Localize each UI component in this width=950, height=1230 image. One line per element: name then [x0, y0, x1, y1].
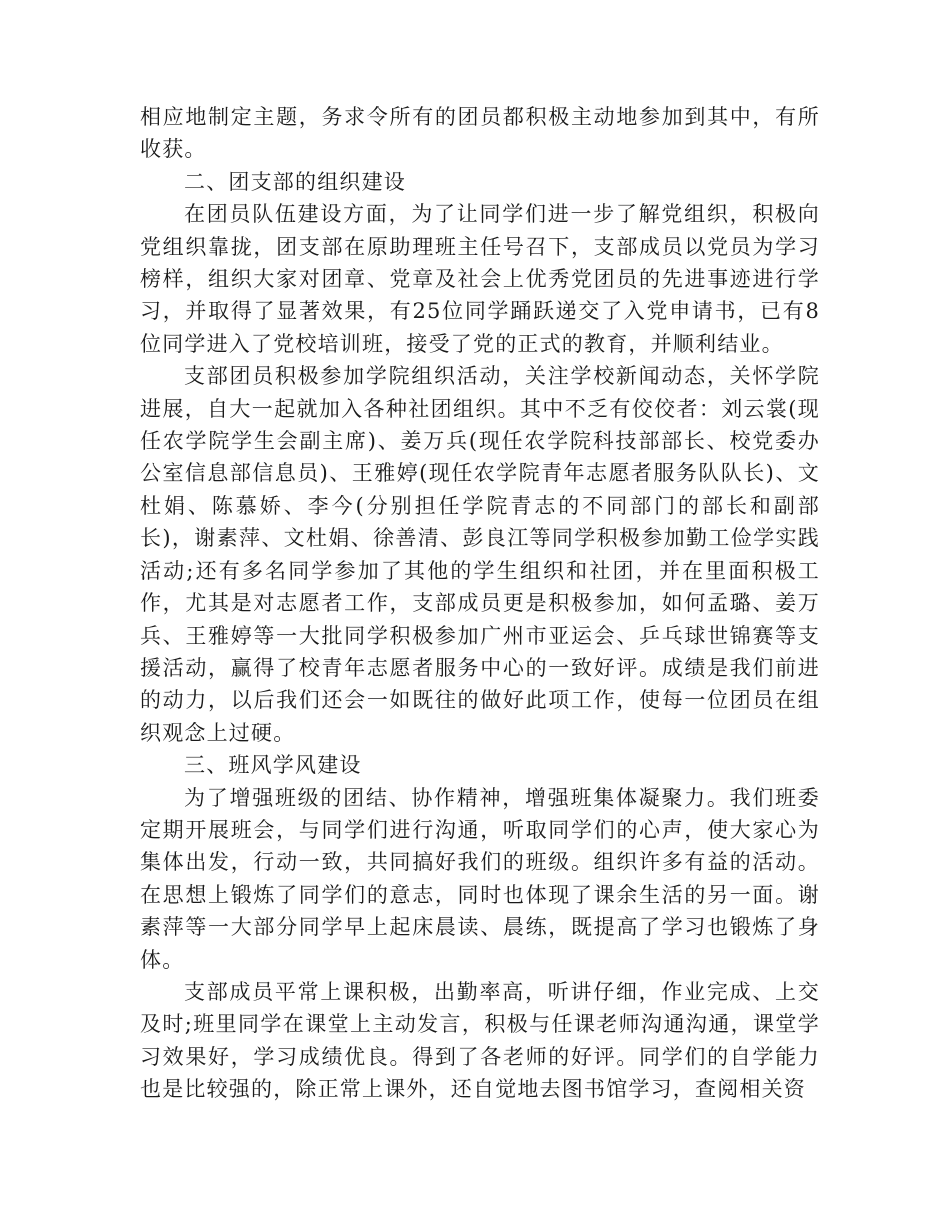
paragraph-class-unity: 为了增强班级的团结、协作精神，增强班集体凝聚力。我们班委定期开展班会，与同学们进行沟通，听取同学们的心声，使大家心为集体出发，行动一致，共同搞好我们的班级。组织许多有益的活动。在思想上锻炼了同学们的意志，同时也体现了课余生活的另一面。谢素萍等一大部分同学早上起床晨读、晨练，既提高了学习也锻炼了身体。 [140, 785, 820, 972]
section-heading-class-style: 三、班风学风建设 [184, 753, 362, 778]
document-body [140, 101, 820, 1106]
section-heading-organization: 二、团支部的组织建设 [184, 169, 406, 194]
paragraph-member-activities: 支部团员积极参加学院组织活动，关注学校新闻动态，关怀学院进展，自大一起就加入各种社团组织。其中不乏有佼佼者：刘云裳(现任农学院学生会副主席)、姜万兵(现任农学院科技部部长、校党委办公室信息部信息员)、王雅婷(现任农学院青年志愿者服务队队长)、文杜娟、陈慕娇、李今(分别担任学院青志的不同部门的部长和副部长)，谢素萍、文杜娟、徐善清、彭良江等同学积极参加勤工俭学实践活动;还有多名同学参加了其他的学生组织和社团，并在里面积极工作，尤其是对志愿者工作，支部成员更是积极参加，如何孟璐、姜万兵、王雅婷等一大批同学积极参加广州市亚运会、乒乓球世锦赛等支援活动，赢得了校青年志愿者服务中心的一致好评。成绩是我们前进的动力，以后我们还会一如既往的做好此项工作，使每一位团员在组织观念上过硬。 [140, 364, 820, 745]
paragraph-team-building: 在团员队伍建设方面，为了让同学们进一步了解党组织，积极向党组织靠拢，团支部在原助理班主任号召下，支部成员以党员为学习榜样，组织大家对团章、党章及社会上优秀党团员的先进事迹进行学习，并取得了显著效果，有25位同学踊跃递交了入党申请书，已有8位同学进入了党校培训班，接受了党的正式的教育，并顺利结业。 [140, 202, 820, 356]
paragraph-study-habits: 支部成员平常上课积极，出勤率高，听讲仔细，作业完成、上交及时;班里同学在课堂上主动发言，积极与任课老师沟通沟通，课堂学习效果好，学习成绩优良。得到了各老师的好评。同学们的自学能力也是比较强的，除正常上课外，还自觉地去图书馆学习，查阅相关资 [140, 979, 820, 1102]
paragraph-continuation: 相应地制定主题，务求令所有的团员都积极主动地参加到其中，有所收获。 [140, 105, 820, 162]
